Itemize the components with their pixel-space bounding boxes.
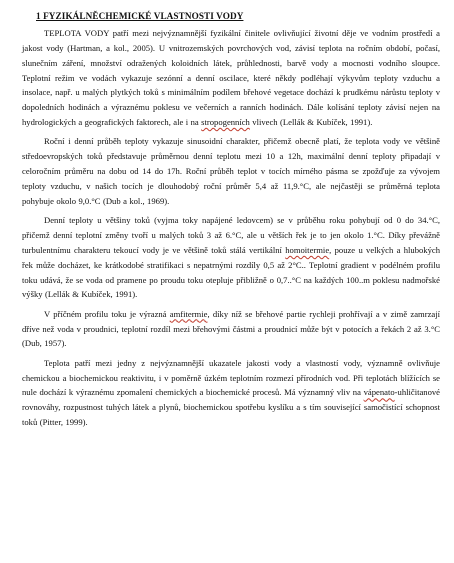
spellcheck-flagged-word: amfitermie [169, 308, 208, 319]
paragraph-text: , díky níž se břehové partie rychleji prohřívají a v zimě zamrzají dříve než voda v proudnici, teplotní rozdíl mezi břehovými částmi a proudnicí může být v potocích a řekách 2 až 3.°C (Dub, 1957). [22, 308, 440, 349]
paragraph-annual-daily-course [22, 134, 440, 208]
paragraph-text: Denní teploty u většiny toků (vyjma toky napájené ledovcem) se v průběhu roku pohybují od 0 do 34.°C, přičemž denní teplotní změny tvoří u malých toků 3 až 6.°C, ale u větších řek je to jen okolo 1.°C. Díky převážně turbulentnímu charakteru tekoucí vody je ve většině toků stálá vertikální [22, 215, 440, 255]
spellcheck-flagged-word: stropogenních [201, 117, 250, 128]
paragraph-temperature-intro [22, 26, 440, 130]
paragraph-text: TEPLOTA VODY patří mezi nejvýznamnější fyzikální činitele ovlivňující životní děje ve vodním prostředí a jakost vody (Hartman, a kol., 2005). U vnitrozemských povrchových vod, závisí teplota na ročním období, počasí, slunečním záření, množství odražených koloidních látek, průhlednosti, barvě vody a mocnosti vodního sloupce. Teplotní režim ve vodách vykazuje sezónní a denní oscilace, které někdy podléhají výkyvům teploty vzduchu a insolace, např. u malých plytkých toků s minimálním podílem břehové vegetace dochází k prudkému nárůstu teploty v dopoledních hodinách a výraznému poklesu ve večerních a ranních hodinách. Dále kolísání teploty závisí nejen na hydrologických a geografických faktorech, ale i na [22, 28, 440, 128]
paragraph-text: V příčném profilu toku je výrazná [44, 308, 170, 319]
document-page [22, 10, 440, 434]
paragraph-text: vlivech (Lellák & Kubíček, 1991). [249, 117, 373, 128]
spellcheck-flagged-word: vápenato [363, 387, 395, 398]
paragraph-daily-temperatures [22, 213, 440, 302]
paragraph-text: Roční i denní průběh teploty vykazuje sinusoidní charakter, přičemž obecně platí, že teplota vody ve většině středoevropských toků představuje průměrnou denní teplotu mezi 10 a 12h, maximální denní teploty připadají v celoročním průměru na dobu od 14 do 17h. Roční průběh teplot v tocích mírného pásma se zpožďuje za vývojem teploty vzduchu, v našich tocích je dlouhodobý roční průměr 5,4 až 11,9.°C, ale nejčastěji se průměrná teplota pohybuje okolo 9,0.°C (Dub a kol., 1969). [22, 136, 440, 206]
paragraph-text: -uhličitanové rovnováhy, rozpustnost tuhých látek a plynů, biochemickou spotřebu kyslíku a s tím související samočistící schopnost toků (Pitter, 1999). [22, 387, 440, 428]
paragraph-text: , pouze u velkých a hlubokých řek může docházet, ke krátkodobé stratifikaci s nepatrnými rozdíly 0,5 až 2°C.. Teplotní gradient v podélném profilu toku udává, že se voda od pramene po proudu toku otepluje přibližně o 0,7..°C na každých 100..m poklesu nadmořské výšky (Lellák & Kubíček, 1991). [22, 244, 440, 300]
section-heading: 1 FYZIKÁLNĚCHEMICKÉ VLASTNOSTI VODY [36, 11, 244, 21]
paragraph-text: Teplota patří mezi jedny z nejvýznamnější ukazatele jakosti vody a vlastností vody, významně ovlivňuje chemickou a biochemickou reaktivitu, i v poměrně úzkém teplotním rozmezí přírodních vod. Při teplotách blížících se nule dochází k výraznému zpomalení chemických a biochemické procesů. Má významný vliv na [22, 357, 440, 398]
paragraph-water-quality [22, 356, 440, 430]
paragraph-cross-profile [22, 307, 440, 352]
spellcheck-flagged-word: homoitermie [285, 244, 330, 255]
